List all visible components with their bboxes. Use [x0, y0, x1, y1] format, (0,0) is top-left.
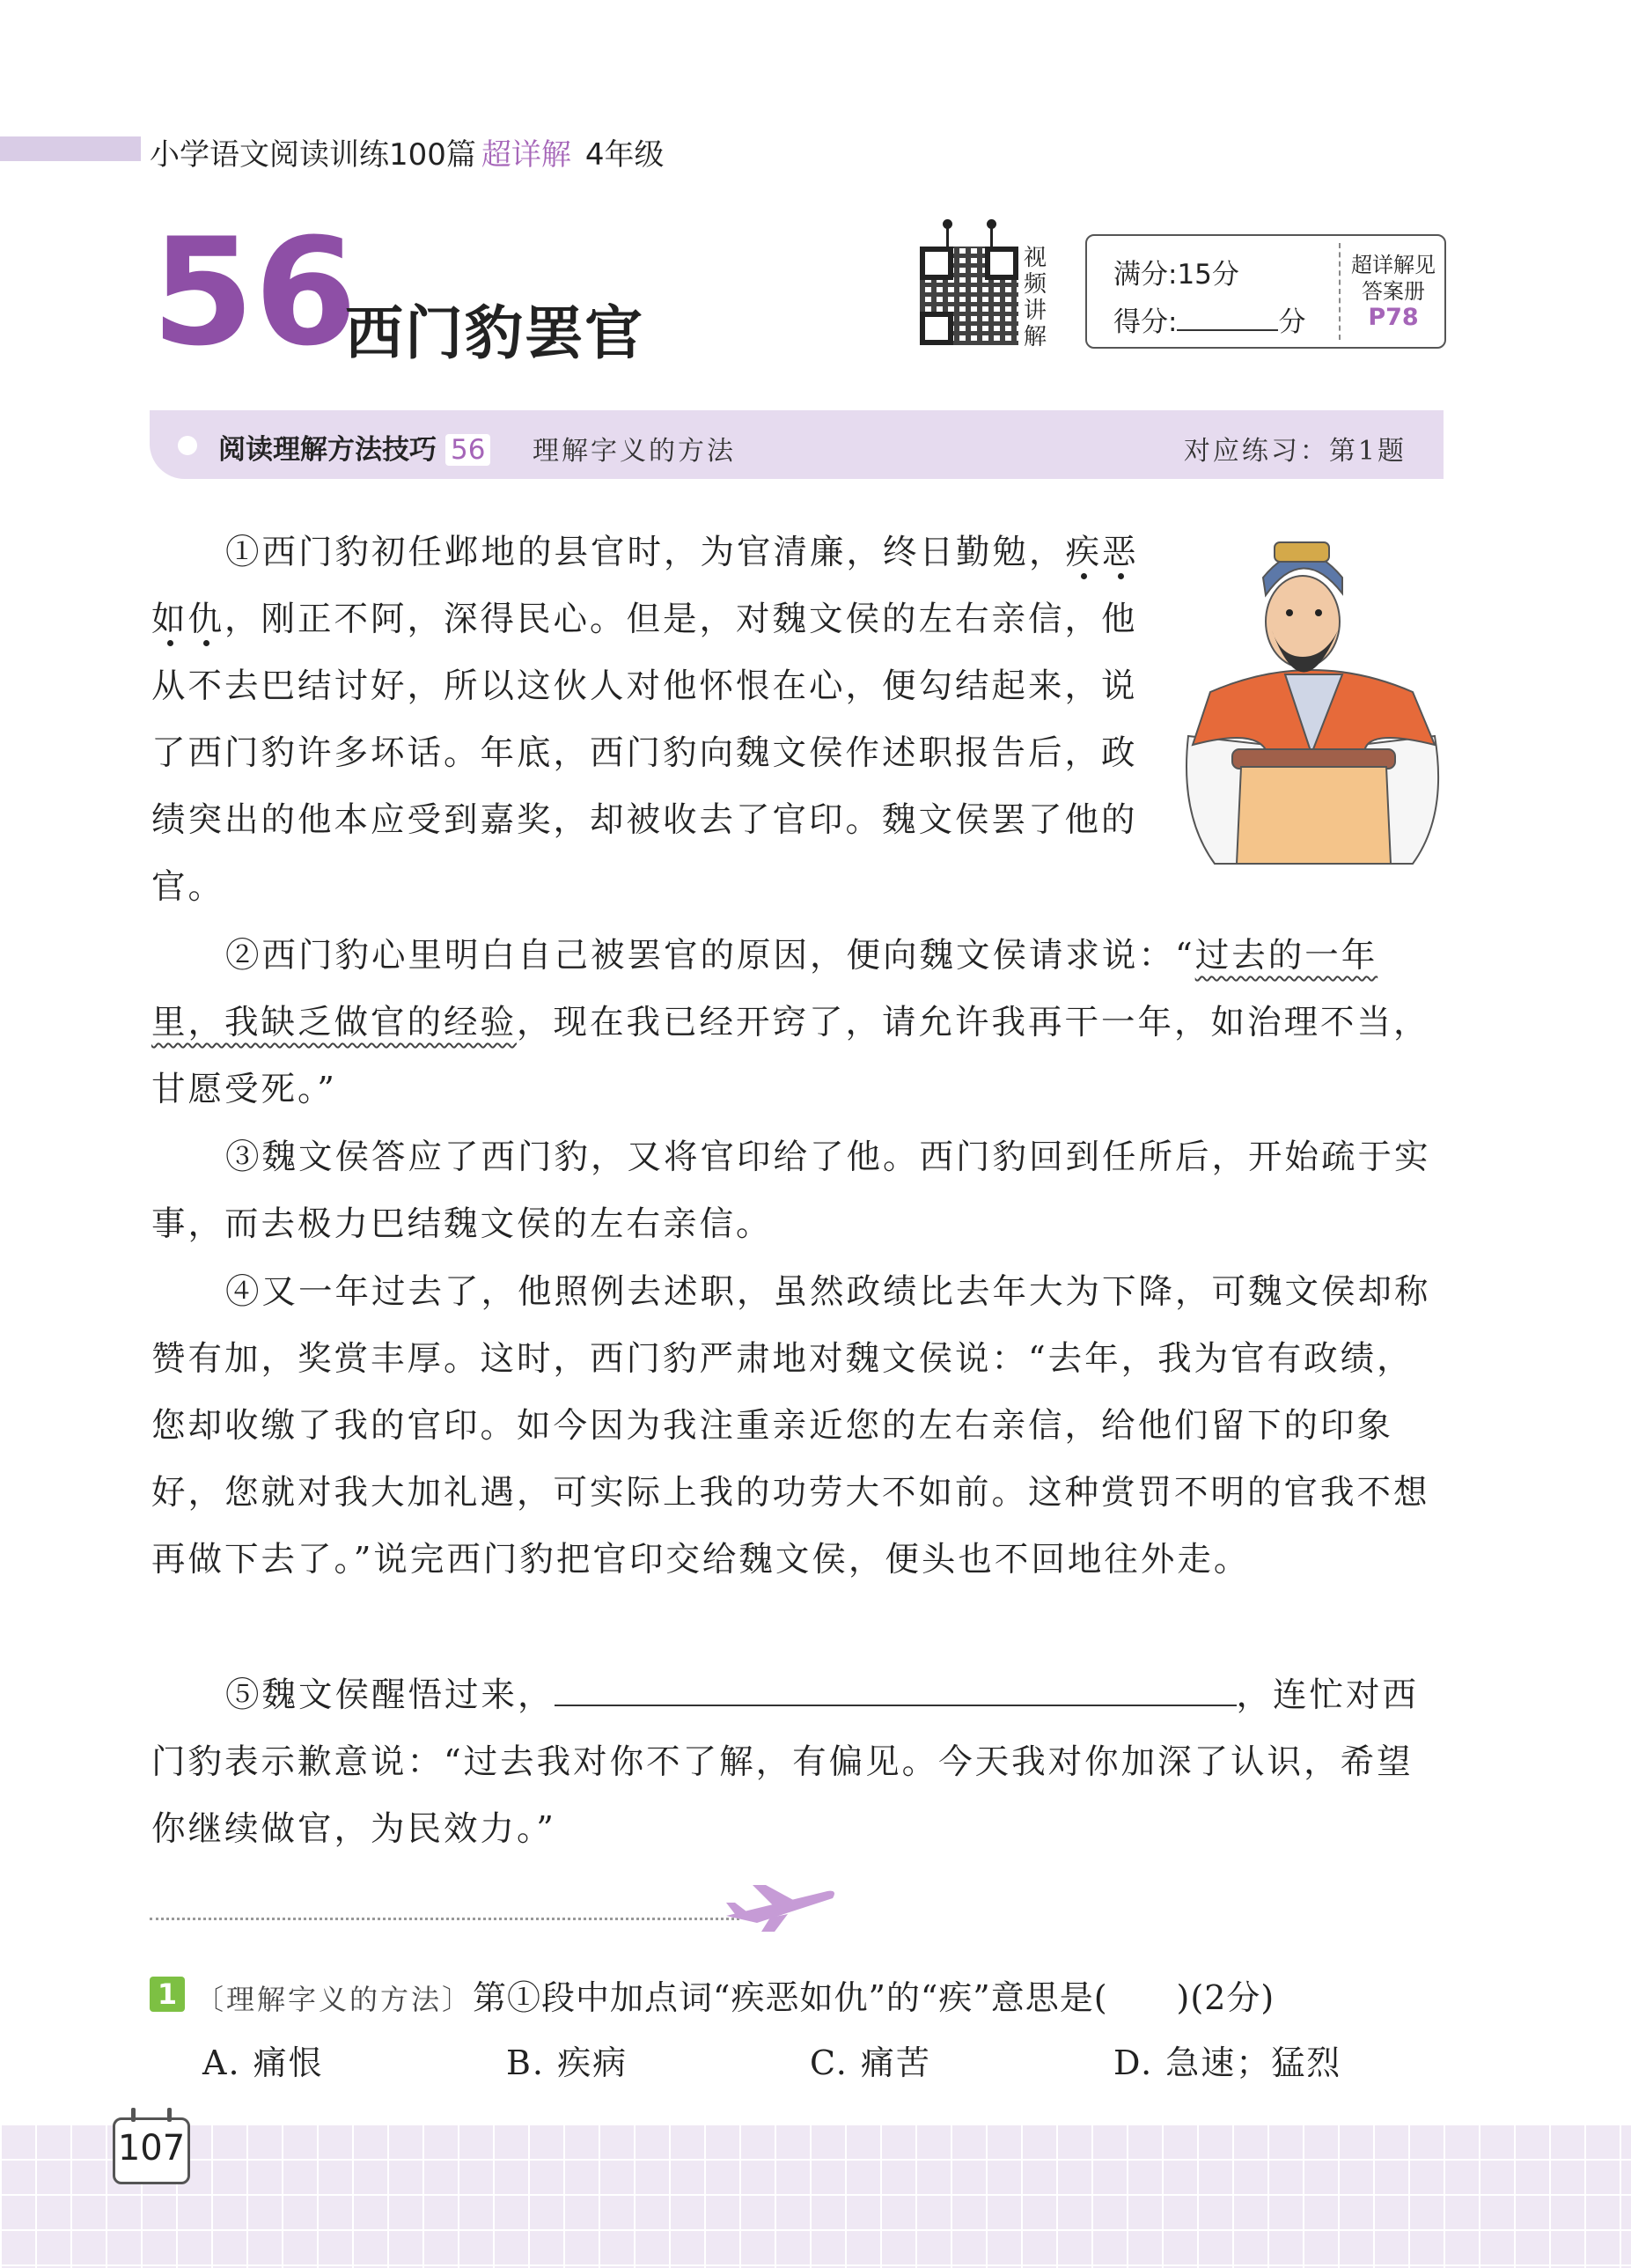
method-topic: 理解字义的方法 — [533, 436, 736, 467]
qr-label: 视频讲解 — [1024, 245, 1047, 350]
answer-blank[interactable] — [555, 1675, 1237, 1706]
answer-reference — [1344, 252, 1443, 331]
score-blank[interactable] — [1177, 306, 1278, 331]
option-c[interactable]: C. 痛苦 — [810, 2043, 931, 2082]
answer-ref-line2: 答案册 — [1362, 279, 1425, 304]
series-accent: 超详解 — [481, 137, 571, 173]
dotted-char: 恶 — [1102, 533, 1139, 572]
method-label — [218, 427, 490, 467]
lesson-number: 56 — [151, 206, 357, 379]
page-number: 107 — [113, 2117, 190, 2184]
method-band — [150, 410, 1444, 479]
qr-finder — [920, 247, 953, 280]
paragraph-5 — [151, 1662, 1445, 1863]
paragraph-1 — [151, 519, 1172, 921]
series-title — [150, 130, 665, 173]
answer-ref-page: P78 — [1368, 304, 1419, 331]
question-number-badge: 1 — [150, 1977, 185, 2012]
qr-finder — [920, 312, 953, 345]
qr-antenna-icon — [946, 225, 949, 249]
method-label-text: 阅读理解方法技巧 — [218, 434, 437, 466]
lesson-title: 西门豹罢官 — [345, 299, 644, 367]
question-prompt: 第①段中加点词“疾恶如仇”的“疾”意思是( )(2分) — [473, 1978, 1275, 2017]
video-qr-code[interactable] — [920, 225, 1018, 348]
question-text — [195, 1970, 1275, 2019]
p1-part-a: ①西门豹初任邺地的县官时，为官清廉，终日勤勉， — [225, 533, 1066, 572]
grade-label: 4年级 — [584, 137, 665, 173]
bullet-icon — [178, 436, 197, 455]
score-divider — [1339, 243, 1341, 340]
airplane-icon — [722, 1881, 836, 1933]
dotted-char: 仇 — [187, 600, 225, 639]
score-line — [1113, 299, 1305, 339]
footer-grid — [0, 2124, 1631, 2268]
option-b[interactable]: B. 疾病 — [506, 2043, 628, 2082]
header-band — [0, 136, 141, 161]
score-unit: 分 — [1278, 306, 1306, 338]
answer-ref-line1: 超详解见 — [1351, 253, 1436, 277]
series-name: 小学语文阅读训练100篇 — [150, 137, 476, 173]
p2-part-b: ，现在我已经开窍了，请允许我再干一年，如治理不当，甘愿受死。” — [151, 1003, 1430, 1109]
p3-text: ③魏文侯答应了西门豹，又将官印给了他。西门豹回到任所后，开始疏于实事，而去极力巴结魏文侯的左右亲信。 — [151, 1138, 1431, 1244]
wavy-underlined-text: 过去的一年里，我缺乏做官的经验 — [151, 936, 1378, 1042]
question-tag: 〔理解字义的方法〕 — [195, 1983, 474, 2016]
section-divider — [150, 1918, 739, 1920]
dotted-char: 如 — [151, 600, 188, 639]
full-score: 满分:15分 — [1113, 259, 1239, 291]
ximen-bao-illustration — [1171, 525, 1452, 868]
qr-antenna-icon — [990, 225, 993, 249]
option-a[interactable]: A. 痛恨 — [202, 2043, 324, 2082]
dotted-char: 疾 — [1065, 533, 1103, 572]
p1-part-b: ，刚正不阿，深得民心。但是，对魏文侯的左右亲信，他从不去巴结讨好，所以这伙人对他怀恨在心，便勾结起来，说了西门豹许多坏话。年底，西门豹向魏文侯作述职报告后，政绩突出的他本应受到嘉奖，却被收去了官印。魏文侯罢了他的官。 — [151, 600, 1138, 907]
p5-part-b: ，连忙对西门豹表示歉意说：“过去我对你不了解，有偏见。今天我对你加深了认识，希望你继续做官，为民效力。” — [151, 1675, 1420, 1849]
score-box — [1085, 234, 1446, 349]
paragraph-2 — [151, 923, 1445, 1123]
p2-part-a: ②西门豹心里明白自己被罢官的原因，便向魏文侯请求说：“ — [225, 936, 1195, 976]
p4-text: ④又一年过去了，他照例去述职，虽然政绩比去年大为下降，可魏文侯却称赞有加，奖赏丰厚。这时，西门豹严肃地对魏文侯说：“去年，我为官有政绩，您却收缴了我的官印。如今因为我注重亲近您的左右亲信，给他们留下的印象好，您就对我大加礼遇，可实际上我的功劳大不如前。这种赏罚不明的官我不想再做下去了。”说完西门豹把官印交给魏文侯，便头也不回地往外走。 — [151, 1272, 1431, 1580]
score-label: 得分: — [1113, 306, 1178, 338]
method-number: 56 — [445, 434, 490, 466]
paragraph-4 — [151, 1259, 1445, 1594]
option-d[interactable]: D. 急速；猛烈 — [1113, 2043, 1342, 2082]
p5-part-a: ⑤魏文侯醒悟过来， — [225, 1675, 555, 1715]
method-exercise: 对应练习：第1题 — [1183, 436, 1407, 467]
qr-finder — [985, 247, 1018, 280]
paragraph-3 — [151, 1124, 1445, 1258]
